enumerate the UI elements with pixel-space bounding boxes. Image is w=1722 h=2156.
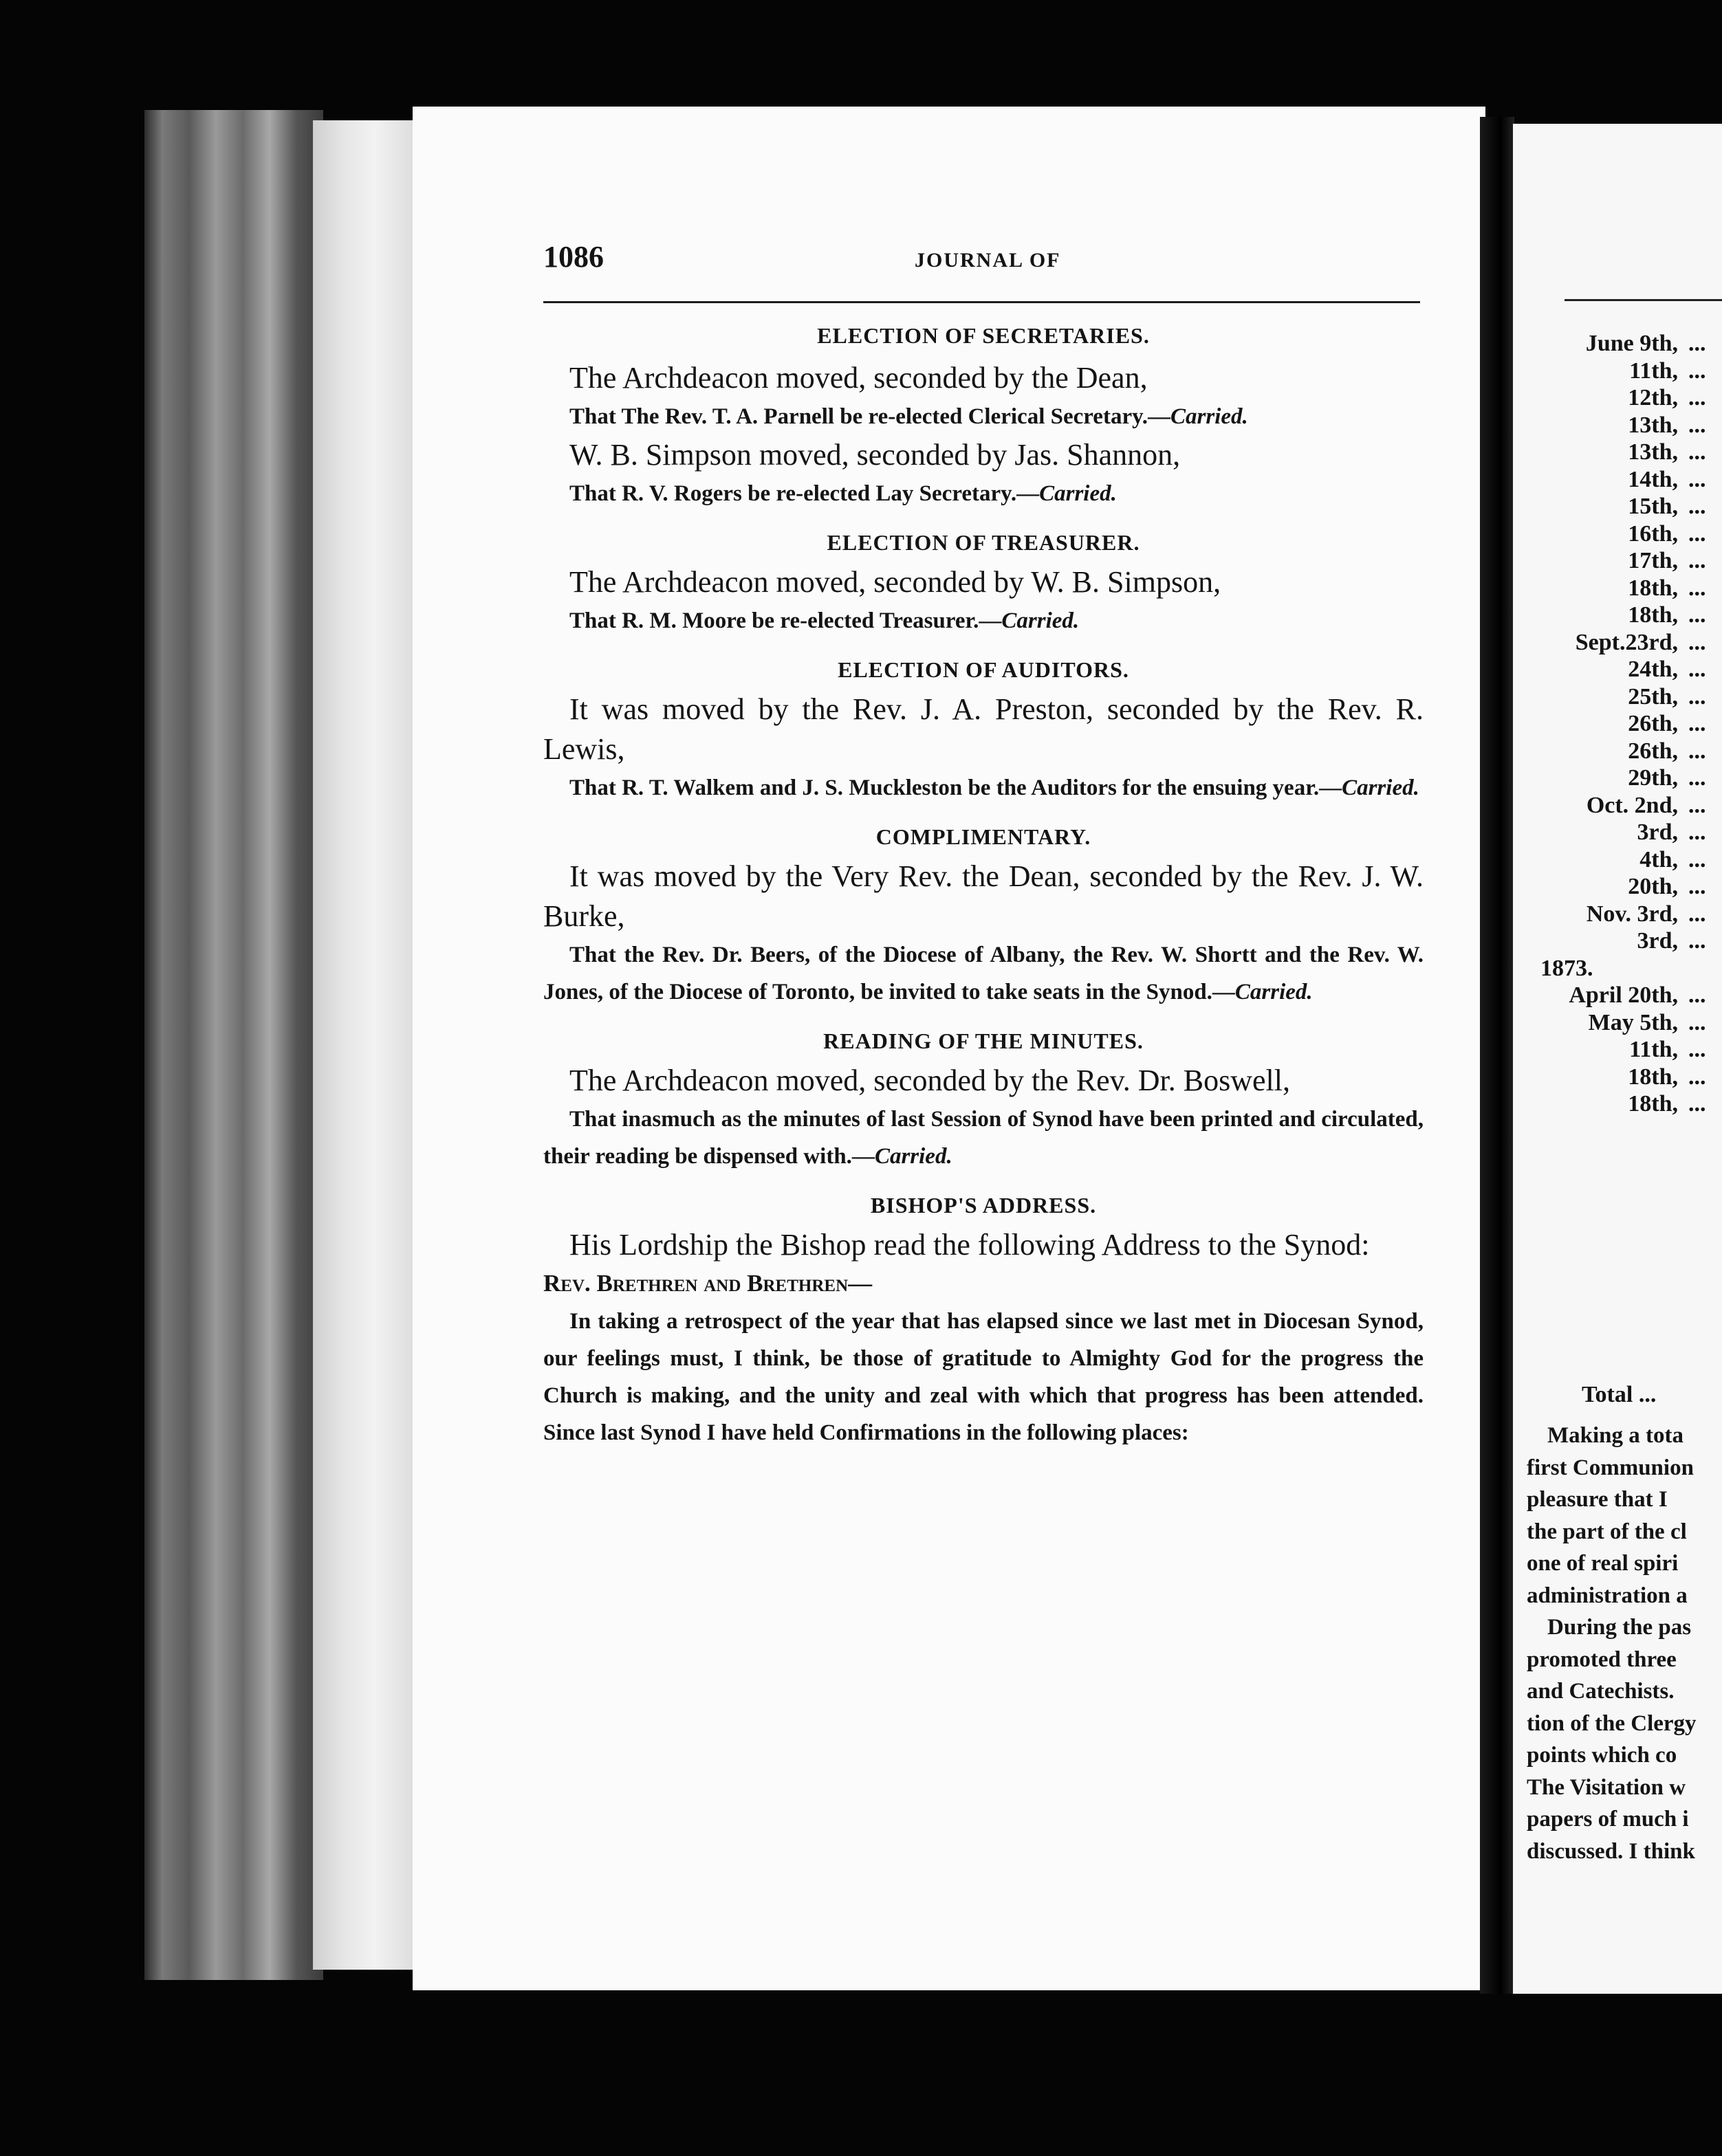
facing-page [1513,124,1722,1994]
facing-page-line: points which co [1527,1743,1677,1768]
section-heading: READING OF THE MINUTES. [823,1028,1144,1053]
motion: The Archdeacon moved, seconded by the Rev. Dr. Boswell, [569,1064,1290,1097]
facing-page-line: first Communion [1527,1455,1694,1480]
leader-dot: ... [1688,928,1706,954]
header-rule [543,301,1420,303]
leader-dot: ... [1688,520,1706,547]
resolution: That the Rev. Dr. Beers, of the Diocese of Albany, the Rev. W. Shortt and the Rev. W. Jones, of the Diocese of Toronto, be invited to take seats in the Synod.—Carried. [543,943,1424,1004]
leader-dot: ... [1688,1064,1706,1090]
page-number: 1086 [543,240,604,274]
facing-page-text [1527,1420,1697,1867]
confirmation-date: May 5th, [1588,1009,1678,1035]
book-gutter [1480,117,1514,1994]
leader-dot: ... [1688,412,1706,438]
facing-page-line: tion of the Clergy [1527,1710,1697,1736]
leader-dot [1688,955,1706,982]
confirmation-date: 13th, [1628,412,1678,438]
leader-dot: ... [1688,792,1706,818]
section-heading: COMPLIMENTARY. [875,824,1091,849]
leader-dot: ... [1688,466,1706,492]
confirmation-date: Sept.23rd, [1575,629,1678,655]
leader-dot: ... [1688,820,1706,845]
confirmation-date: 11th, [1629,358,1678,384]
confirmation-date: 14th, [1628,466,1678,492]
confirmation-date: 13th, [1628,439,1678,465]
leader-dot: ... [1688,439,1706,465]
facing-page-line: discussed. I think [1527,1838,1695,1864]
confirmation-date: 18th, [1628,1091,1678,1116]
confirmation-date: 29th, [1628,765,1678,791]
carried-label: Carried. [874,1144,952,1169]
leader-dot: ... [1688,982,1706,1008]
leader-dot: ... [1688,575,1706,601]
page-header [543,239,1424,280]
leader-dot: ... [1688,901,1706,927]
facing-page-line: administration a [1527,1583,1688,1608]
resolution: That R. T. Walkem and J. S. Muckleston be the Auditors for the ensuing year.—Carried. [569,776,1419,800]
leader-dot: ... [1688,683,1706,710]
leader-dot: ... [1688,874,1706,899]
leader-dot: ... [1688,331,1706,356]
confirmation-date: 26th, [1628,738,1678,764]
confirmation-date: 3rd, [1637,820,1678,845]
total-label: Total ... [1582,1382,1657,1407]
motion: It was moved by the Rev. J. A. Preston, seconded by the Rev. R. Lewis, [543,692,1424,766]
facing-page-line: and Catechists. [1527,1679,1675,1704]
section-heading: ELECTION OF TREASURER. [827,530,1140,555]
leader-dot: ... [1688,711,1706,736]
facing-page-rule [1565,299,1722,301]
salutation: Rev. Brethren and Brethren— [543,1270,873,1297]
resolution: That inasmuch as the minutes of last Session of Synod have been printed and circulated, their reading be dispensed with.—Carried. [543,1107,1424,1169]
resolution: That R. V. Rogers be re-elected Lay Secretary.—Carried. [569,481,1117,506]
confirmation-date: 16th, [1628,520,1678,547]
resolution: That R. M. Moore be re-elected Treasurer.—Carried. [569,608,1080,633]
carried-label: Carried. [1342,776,1419,800]
facing-page-line: the part of the cl [1527,1519,1687,1544]
confirmation-dates [1540,330,1678,1118]
leader-dot: ... [1688,657,1706,682]
section-heading: ELECTION OF SECRETARIES. [817,323,1150,348]
confirmation-date: Nov. 3rd, [1586,901,1678,927]
section-heading: BISHOP'S ADDRESS. [870,1193,1097,1218]
address-paragraph: In taking a retrospect of the year that has elapsed since we last met in Diocesan Synod, our feelings must, I think, be those of gratitude to Almighty God for the progress the Church is making, and the unity and zeal with which that progress has been attended. Since last Synod I have held Confirmations in the following places: [543,1309,1424,1445]
motion: The Archdeacon moved, seconded by the Dean, [569,361,1148,395]
page-body [543,323,1424,1451]
carried-label: Carried. [1234,980,1313,1004]
leader-dot: ... [1688,1037,1706,1062]
facing-page-line: The Visitation w [1527,1774,1686,1800]
confirmation-date: 20th, [1628,874,1678,899]
confirmation-date: Oct. 2nd, [1586,792,1678,818]
carried-label: Carried. [1170,404,1248,429]
confirmation-date: 18th, [1628,575,1678,601]
section-heading: ELECTION OF AUDITORS. [838,657,1129,682]
confirmation-date: 25th, [1628,683,1678,710]
motion: His Lordship the Bishop read the following Address to the Synod: [569,1228,1370,1262]
confirmation-date: 26th, [1628,711,1678,736]
facing-page-line: promoted three [1527,1647,1677,1672]
confirmation-date: 1873. [1540,955,1593,981]
motion: It was moved by the Very Rev. the Dean, seconded by the Rev. J. W. Burke, [543,859,1424,933]
confirmation-date: 12th, [1628,385,1678,410]
carried-label: Carried. [1001,608,1080,633]
leader-dot: ... [1688,765,1706,791]
leader-dot: ... [1688,1009,1706,1035]
confirmation-date: 4th, [1639,846,1678,872]
facing-page-line: During the pas [1547,1615,1692,1640]
facing-page-line: papers of much i [1527,1807,1689,1832]
confirmation-date: 18th, [1628,1064,1678,1090]
confirmation-date: June 9th, [1585,331,1678,356]
leader-dot: ... [1688,1091,1706,1116]
leader-dot: ... [1688,358,1706,384]
leader-dot: ... [1688,385,1706,410]
confirmation-date: 17th, [1628,548,1678,573]
facing-page-line: one of real spiri [1527,1551,1679,1576]
leader-dot: ... [1688,629,1706,655]
motion: W. B. Simpson moved, seconded by Jas. Shannon, [569,438,1181,472]
leader-dot: ... [1688,494,1706,519]
leader-dots [1688,330,1706,1118]
leader-dot: ... [1688,548,1706,573]
confirmation-date: 18th, [1628,602,1678,628]
confirmation-date: 11th, [1629,1037,1678,1062]
book-edge-pages [313,120,416,1970]
leader-dot: ... [1688,738,1706,764]
confirmation-date: 3rd, [1637,928,1678,954]
leader-dot: ... [1688,602,1706,628]
leader-dot: ... [1688,846,1706,872]
confirmation-date: 24th, [1628,657,1678,682]
resolution: That The Rev. T. A. Parnell be re-elected Clerical Secretary.—Carried. [569,404,1248,429]
facing-page-line: pleasure that I [1527,1487,1668,1512]
book-edge-dark [144,110,323,1980]
confirmation-date: 15th, [1628,494,1678,519]
confirmation-date: April 20th, [1569,982,1678,1008]
facing-page-line: Making a tota [1547,1423,1683,1448]
carried-label: Carried. [1039,481,1117,506]
motion: The Archdeacon moved, seconded by W. B. Simpson, [569,565,1221,599]
running-head: JOURNAL OF [915,249,1061,272]
